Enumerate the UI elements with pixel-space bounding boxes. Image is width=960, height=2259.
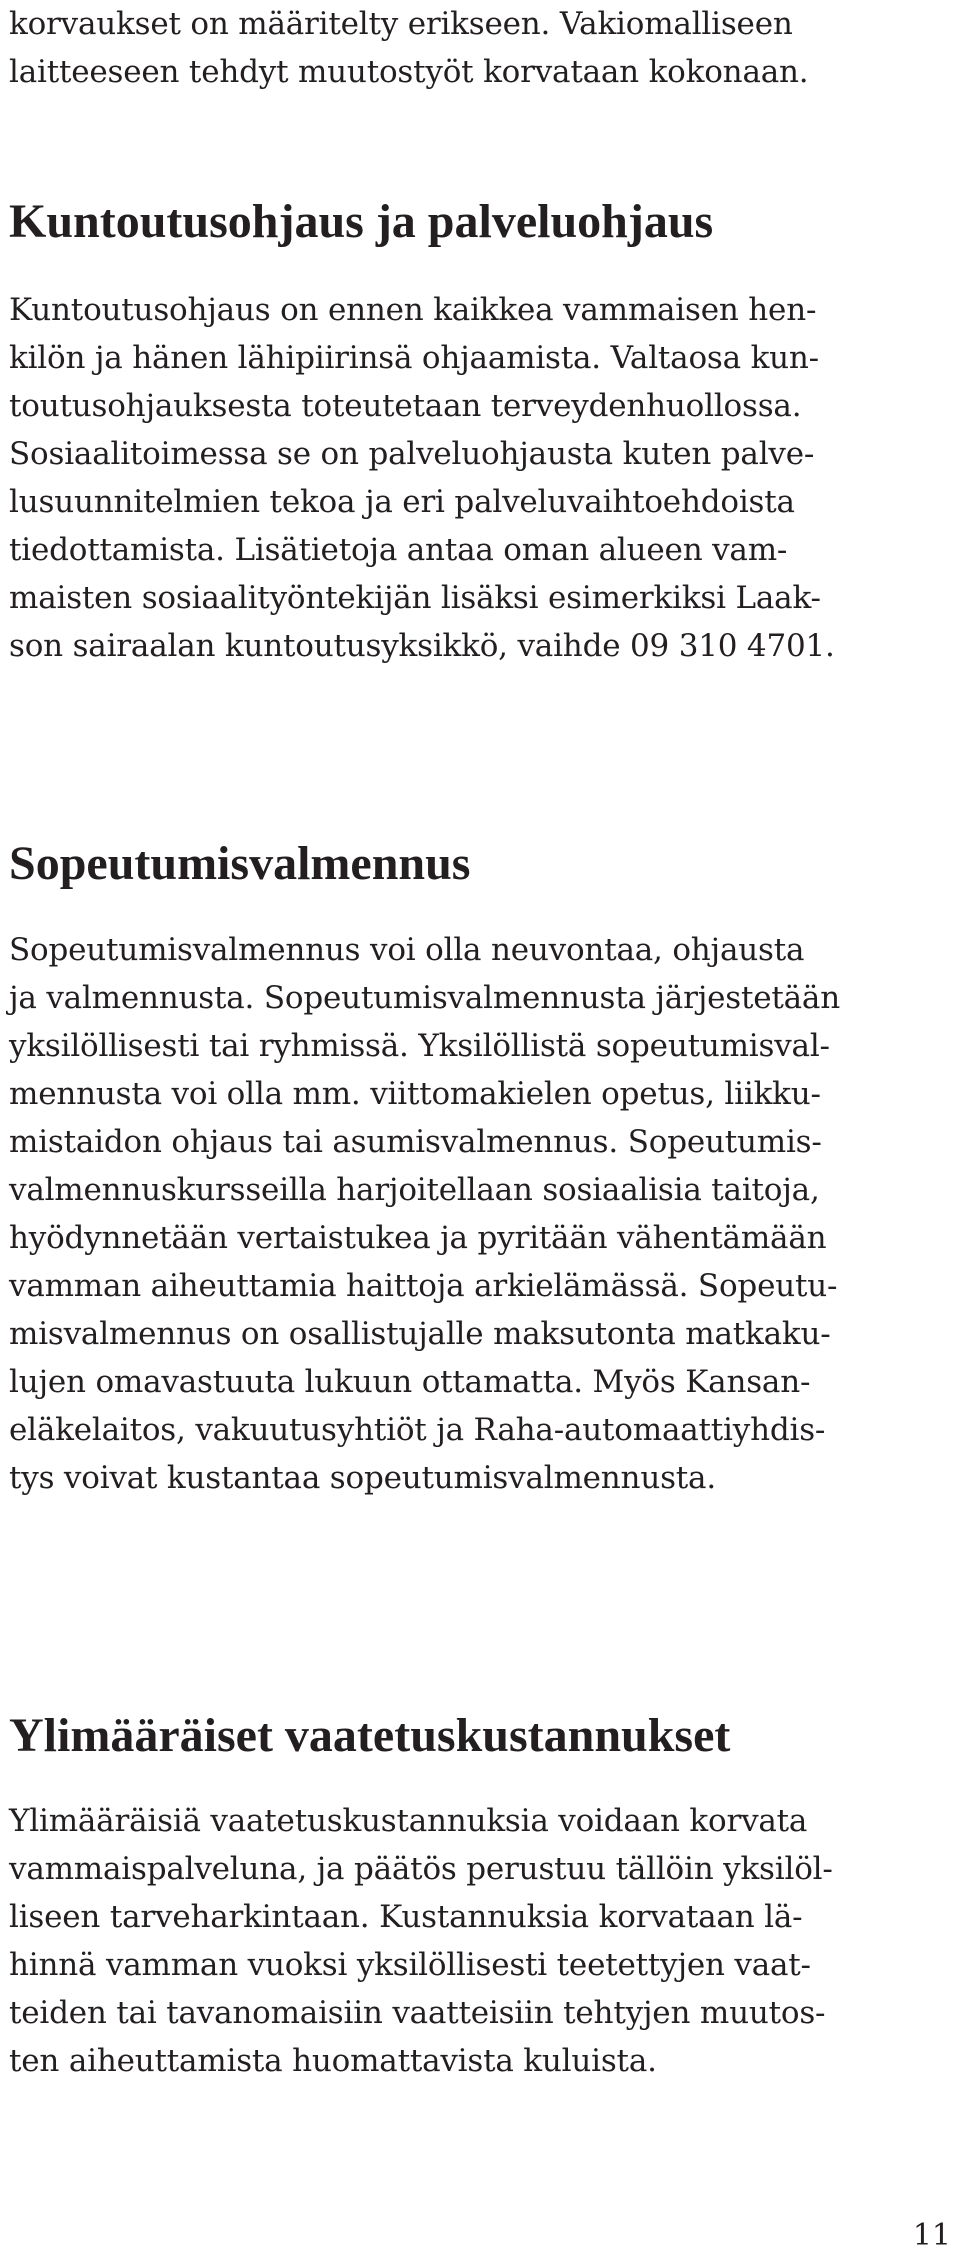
text-line: misvalmennus on osallistujalle maksutonta matkaku-	[9, 1316, 831, 1352]
section-paragraph-sopeutumisvalmennus	[9, 926, 957, 1502]
text-line: Ylimääräisiä vaatetuskustannuksia voidaan korvata	[9, 1803, 808, 1839]
text-line: teiden tai tavanomaisiin vaatteisiin tehtyjen muutos-	[9, 1995, 826, 2031]
text-line: yksilöllisesti tai ryhmissä. Yksilöllistä sopeutumisval-	[9, 1028, 830, 1064]
page-number: 11	[912, 2218, 951, 2253]
section-heading-vaatetuskustannukset: Ylimääräiset vaatetuskustannukset	[9, 1709, 731, 1762]
text-line: korvaukset on määritelty erikseen. Vakiomalliseen	[9, 6, 793, 42]
text-line: Sopeutumisvalmennus voi olla neuvontaa, ohjausta	[9, 932, 805, 968]
section-paragraph-kuntoutusohjaus	[9, 286, 957, 670]
section-heading-sopeutumisvalmennus: Sopeutumisvalmennus	[9, 837, 471, 890]
intro-paragraph	[9, 0, 957, 96]
text-line: mennusta voi olla mm. viittomakielen opetus, liikku-	[9, 1076, 821, 1112]
text-line: kilön ja hänen lähipiirinsä ohjaamista. Valtaosa kun-	[9, 340, 819, 376]
text-line: vamman aiheuttamia haittoja arkielämässä. Sopeutu-	[9, 1268, 838, 1304]
text-line: Sosiaalitoimessa se on palveluohjausta kuten palve-	[9, 436, 815, 472]
section-paragraph-vaatetuskustannukset	[9, 1797, 957, 2085]
text-line: mistaidon ohjaus tai asumisvalmennus. Sopeutumis-	[9, 1124, 822, 1160]
text-line: laitteeseen tehdyt muutostyöt korvataan kokonaan.	[9, 54, 809, 90]
text-line: maisten sosiaalityöntekijän lisäksi esimerkiksi Laak-	[9, 580, 821, 616]
text-line: ten aiheuttamista huomattavista kuluista.	[9, 2043, 657, 2079]
text-line: son sairaalan kuntoutusyksikkö, vaihde 09 310 4701.	[9, 628, 835, 664]
text-line: lujen omavastuuta lukuun ottamatta. Myös Kansan-	[9, 1364, 811, 1400]
text-line: tys voivat kustantaa sopeutumisvalmennusta.	[9, 1460, 716, 1496]
text-line: eläkelaitos, vakuutusyhtiöt ja Raha-automaattiyhdis-	[9, 1412, 826, 1448]
text-line: Kuntoutusohjaus on ennen kaikkea vammaisen hen-	[9, 292, 817, 328]
text-line: hinnä vamman vuoksi yksilöllisesti teetettyjen vaat-	[9, 1947, 811, 1983]
text-line: ja valmennusta. Sopeutumisvalmennusta järjestetään	[9, 980, 840, 1016]
text-line: valmennuskursseilla harjoitellaan sosiaalisia taitoja,	[9, 1172, 820, 1208]
text-line: vammaispalveluna, ja päätös perustuu tällöin yksilöl-	[9, 1851, 833, 1887]
text-line: toutusohjauksesta toteutetaan terveydenhuollossa.	[9, 388, 802, 424]
text-line: hyödynnetään vertaistukea ja pyritään vähentämään	[9, 1220, 827, 1256]
text-line: liseen tarveharkintaan. Kustannuksia korvataan lä-	[9, 1899, 803, 1935]
text-line: lusuunnitelmien tekoa ja eri palveluvaihtoehdoista	[9, 484, 795, 520]
section-heading-kuntoutusohjaus: Kuntoutusohjaus ja palveluohjaus	[9, 195, 714, 248]
text-line: tiedottamista. Lisätietoja antaa oman alueen vam-	[9, 532, 788, 568]
